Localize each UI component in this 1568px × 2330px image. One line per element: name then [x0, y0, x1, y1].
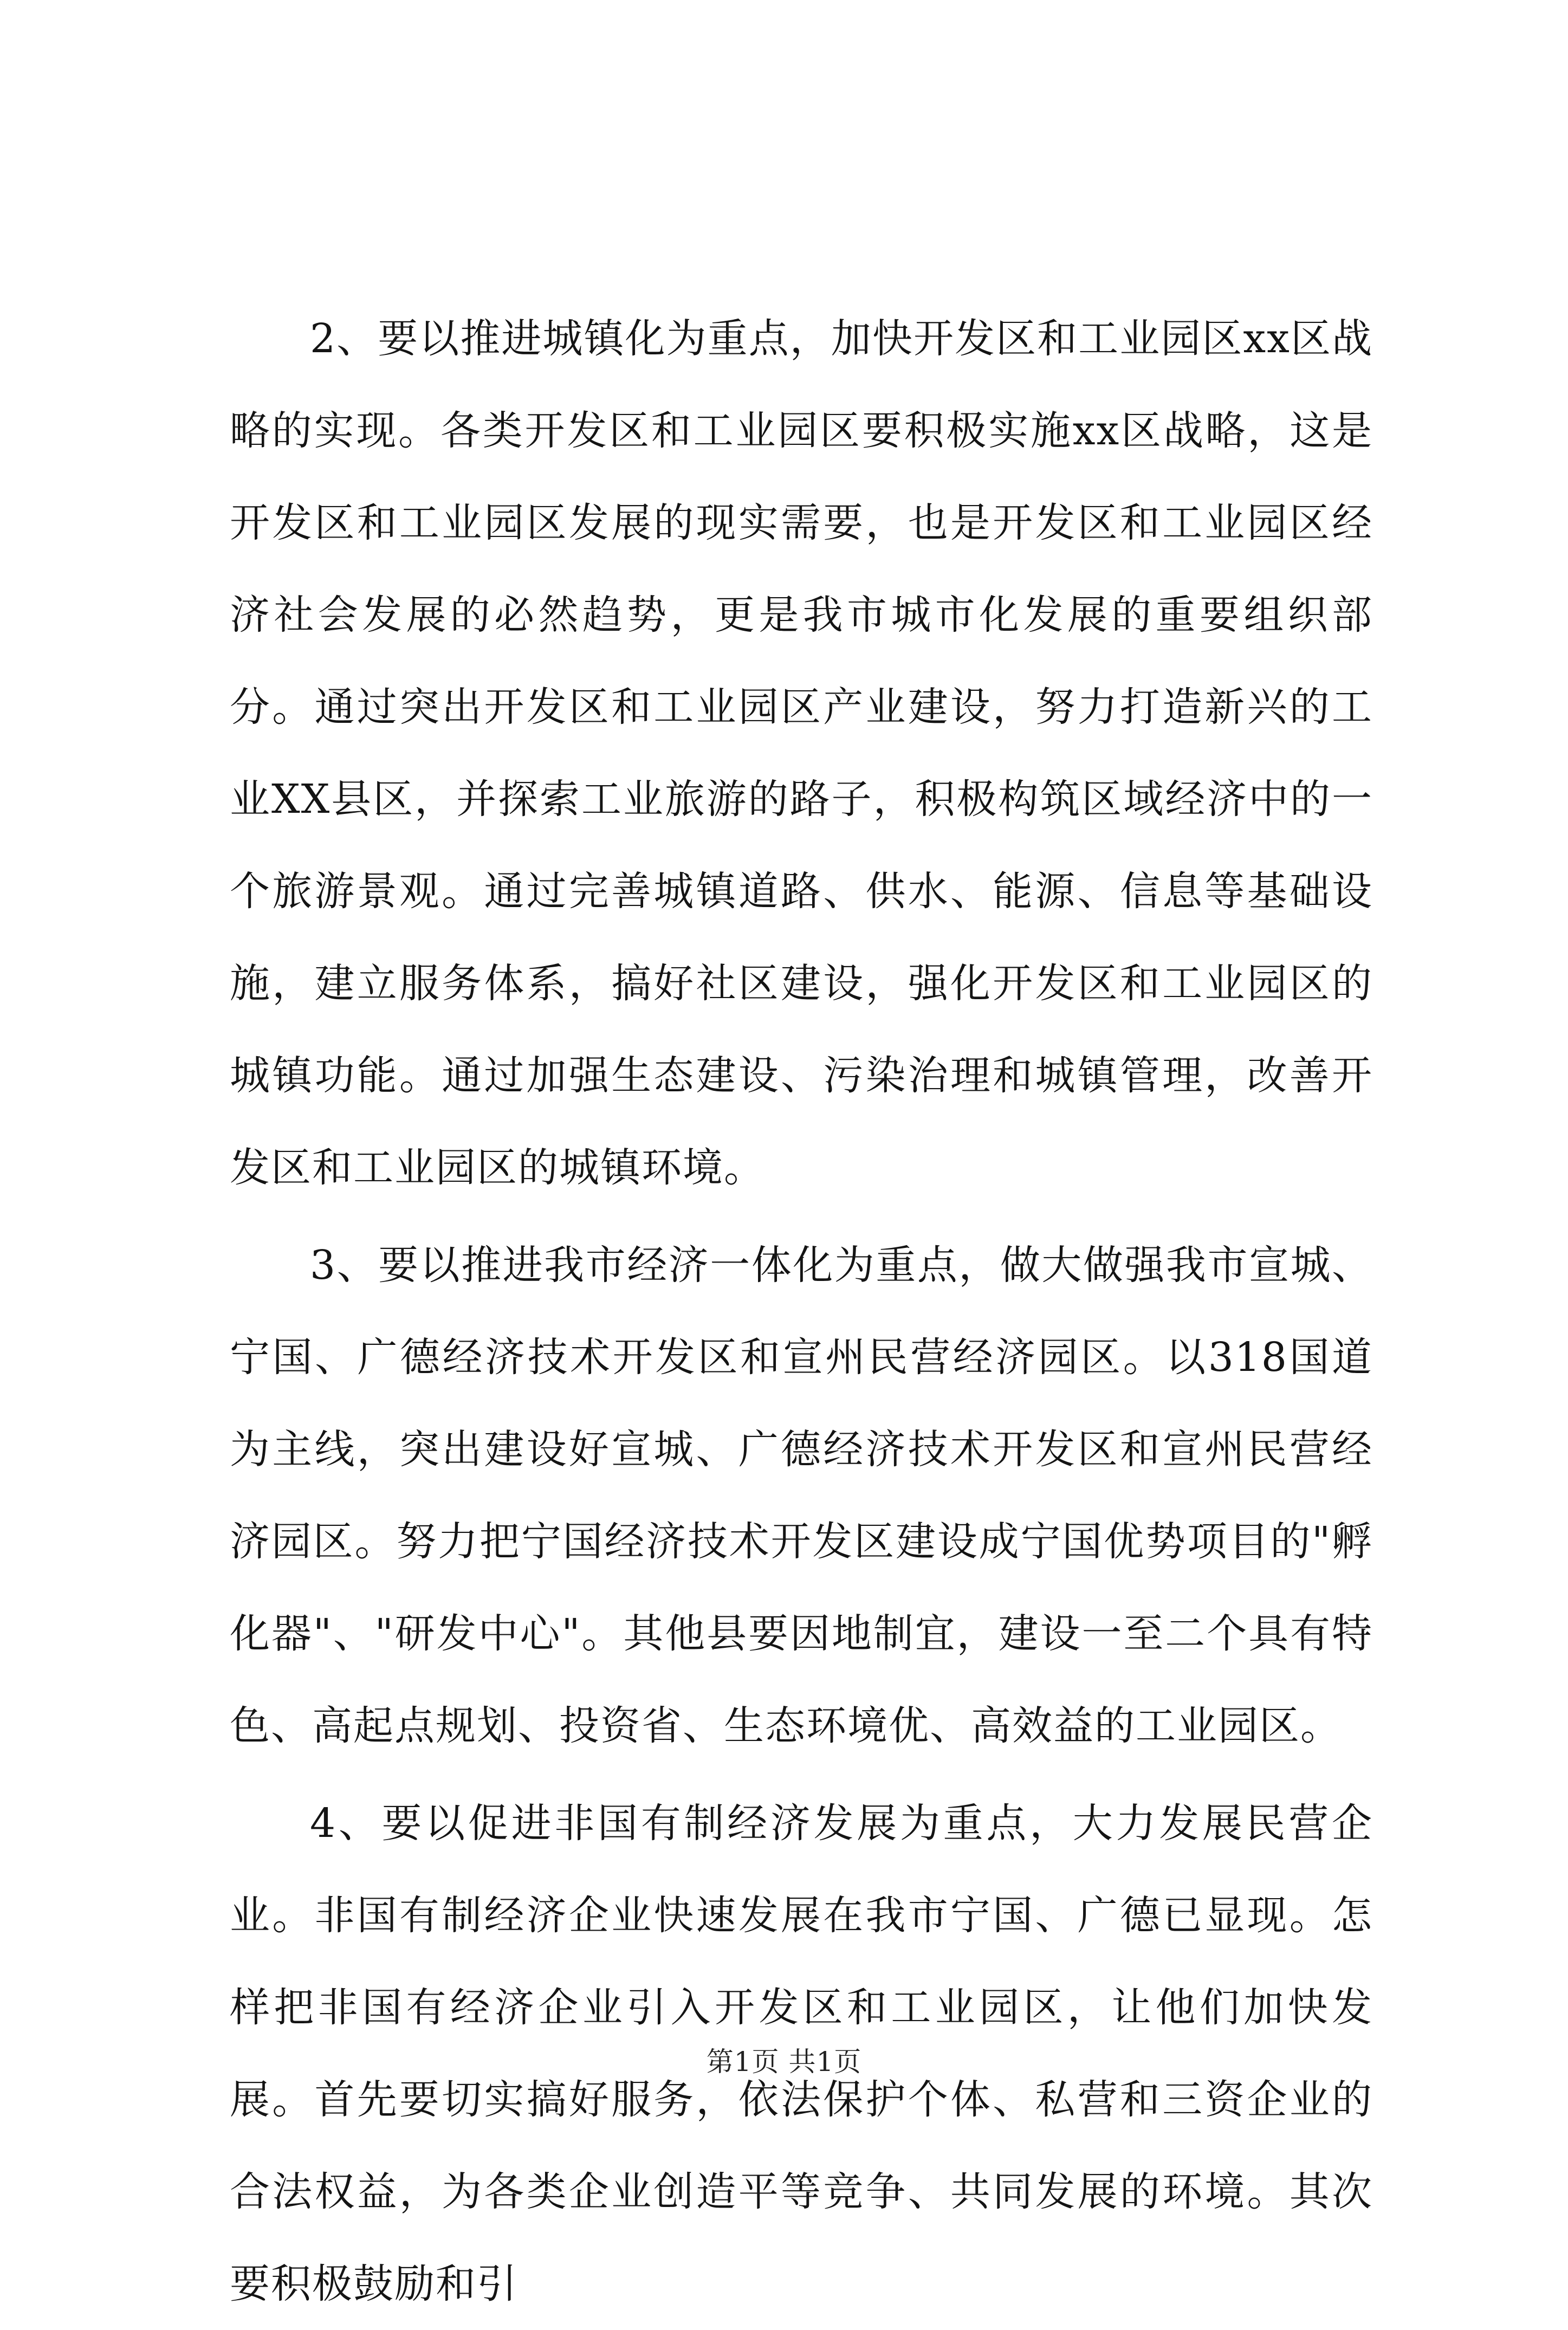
paragraph-3: 3、要以推进我市经济一体化为重点，做大做强我市宣城、宁国、广德经济技术开发区和宣州民营经济园区。以318国道为主线，突出建设好宣城、广德经济技术开发区和宣州民营经济园区。努力把宁国经济技术开发区建设成宁国优势项目的"孵化器"、"研发中心"。其他县要因地制宜，建设一至二个具有特色、高起点规划、投资省、生态环境优、高效益的工业园区。: [230, 1242, 1373, 1749]
document-body: [230, 293, 1373, 2330]
paragraph-4: 4、要以促进非国有制经济发展为重点，大力发展民营企业。非国有制经济企业快速发展在我市宁国、广德已显现。怎样把非国有经济企业引入开发区和工业园区，让他们加快发展。首先要切实搞好服务，依法保护个体、私营和三资企业的合法权益，为各类企业创造平等竞争、共同发展的环境。其次要积极鼓励和引: [230, 1800, 1373, 2307]
paragraph-2: 2、要以推进城镇化为重点，加快开发区和工业园区xx区战略的实现。各类开发区和工业园区要积极实施xx区战略，这是开发区和工业园区发展的现实需要，也是开发区和工业园区经济社会发展的必然趋势，更是我市城市化发展的重要组织部分。通过突出开发区和工业园区产业建设，努力打造新兴的工业XX县区，并探索工业旅游的路子，积极构筑区域经济中的一个旅游景观。通过完善城镇道路、供水、能源、信息等基础设施，建立服务体系，搞好社区建设，强化开发区和工业园区的城镇功能。通过加强生态建设、污染治理和城镇管理，改善开发区和工业园区的城镇环境。: [230, 315, 1373, 1191]
page-footer: 第1页 共1页: [706, 2046, 862, 2077]
